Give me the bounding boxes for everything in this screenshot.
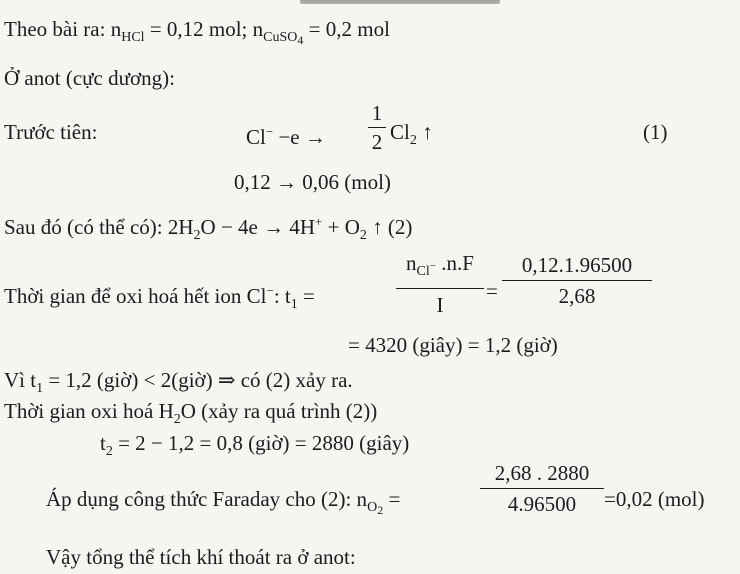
water-time-a: Thời gian oxi hoá H — [4, 399, 174, 423]
o2-sub-group — [367, 500, 383, 515]
faraday-num: 2,68 . 2880 — [480, 460, 604, 489]
cuso4-index: 4 — [297, 33, 304, 47]
total-volume-heading: Vậy tổng thể tích khí thoát ra ở anot: — [46, 545, 356, 569]
given-data-line — [4, 17, 390, 52]
t2-calculation — [100, 431, 409, 464]
t1-equals: = — [297, 284, 315, 308]
first-step-label: Trước tiên: — [4, 120, 98, 144]
equation-number-1: (1) — [643, 120, 668, 144]
water-text1: Sau đó (có thể có): 2H — [4, 215, 194, 239]
gas-arrow: ↑ — [416, 120, 433, 144]
t1-cl-charge: − — [266, 283, 274, 298]
water-text4: ↑ (2) — [366, 215, 413, 239]
water-oxidation-line — [4, 210, 412, 248]
cuso-text: CuSO — [263, 30, 298, 45]
o2-index: 2 — [377, 503, 384, 517]
cuso4-subscript — [263, 30, 303, 45]
t1-formula-fraction — [396, 249, 484, 319]
cl2-sub: 2 — [409, 133, 417, 148]
faraday-fraction — [480, 460, 604, 517]
anode-heading: Ở anot (cực dương): — [4, 66, 175, 90]
t1-label-text: Thời gian để oxi hoá hết ion Cl — [4, 284, 267, 308]
faraday-text: Áp dụng công thức Faraday cho (2): n — [46, 487, 368, 511]
t2-text: = 2 − 1,2 = 0,8 (giờ) = 2880 (giây) — [112, 431, 410, 455]
comparison-sub: 1 — [36, 381, 44, 396]
t1-value-den: 2,68 — [558, 284, 596, 308]
time-t1-label — [4, 279, 315, 317]
comparison-b: = 1,2 (giờ) < 2(giờ) ⇒ có (2) xảy ra. — [43, 368, 353, 392]
t1-value-fraction — [502, 252, 652, 309]
comparison-line — [4, 368, 353, 401]
given-mid: = 0,12 mol; n — [144, 17, 264, 41]
cl-charge: − — [265, 124, 274, 139]
t2-symbol: t — [100, 431, 106, 455]
faraday-den: 4.96500 — [507, 492, 577, 516]
cl-ion: Cl — [246, 125, 266, 149]
water-text3: + O — [322, 215, 360, 239]
water-time-b: O (xảy ra quá trình (2)) — [180, 399, 378, 423]
h2-sub: 2 — [193, 228, 201, 243]
eq1-minus-e: −e → — [273, 125, 326, 149]
cl-sub-text: Cl — [416, 264, 430, 279]
half-den: 2 — [371, 130, 383, 154]
h-plus-sup: + — [315, 214, 323, 229]
t1-result: = 4320 (giây) = 1,2 (giờ) — [348, 333, 558, 357]
current-symbol: I — [436, 293, 444, 317]
given-end: = 0,2 mol — [303, 17, 390, 41]
t1-formula-num — [396, 249, 484, 289]
hcl-subscript: HCl — [121, 30, 145, 45]
faraday-equals: = — [383, 487, 401, 511]
comparison-a: Vì t — [4, 368, 37, 392]
given-prefix: Theo bài ra: n — [4, 17, 122, 41]
t1-symbol: : t — [273, 284, 291, 308]
mole-ratio-line: 0,12 → 0,06 (mol) — [234, 170, 391, 194]
cl2-text: Cl — [390, 120, 410, 144]
cl-minus-sub — [416, 260, 436, 279]
nF-text: .n.F — [436, 251, 474, 275]
t1-value-num: 0,12.1.96500 — [502, 252, 652, 281]
cl2-product — [390, 120, 433, 153]
water-text2: O − 4e → 4H — [200, 215, 316, 239]
t2-sub: 2 — [105, 444, 113, 459]
faraday-result: =0,02 (mol) — [604, 487, 705, 511]
cl-sub-charge: − — [429, 260, 436, 272]
half-fraction — [368, 101, 386, 154]
water-time-sub: 2 — [173, 412, 181, 427]
faraday-label — [46, 487, 400, 522]
n-symbol: n — [406, 251, 417, 275]
o2-sub: 2 — [359, 228, 367, 243]
chlorine-oxidation-eq — [246, 120, 326, 149]
top-cropped-text — [300, 0, 500, 4]
t1-equals-2: = — [486, 279, 498, 303]
t1-sub: 1 — [290, 297, 298, 312]
half-num: 1 — [368, 101, 386, 128]
o-text: O — [367, 500, 378, 515]
water-time-heading — [4, 399, 377, 432]
